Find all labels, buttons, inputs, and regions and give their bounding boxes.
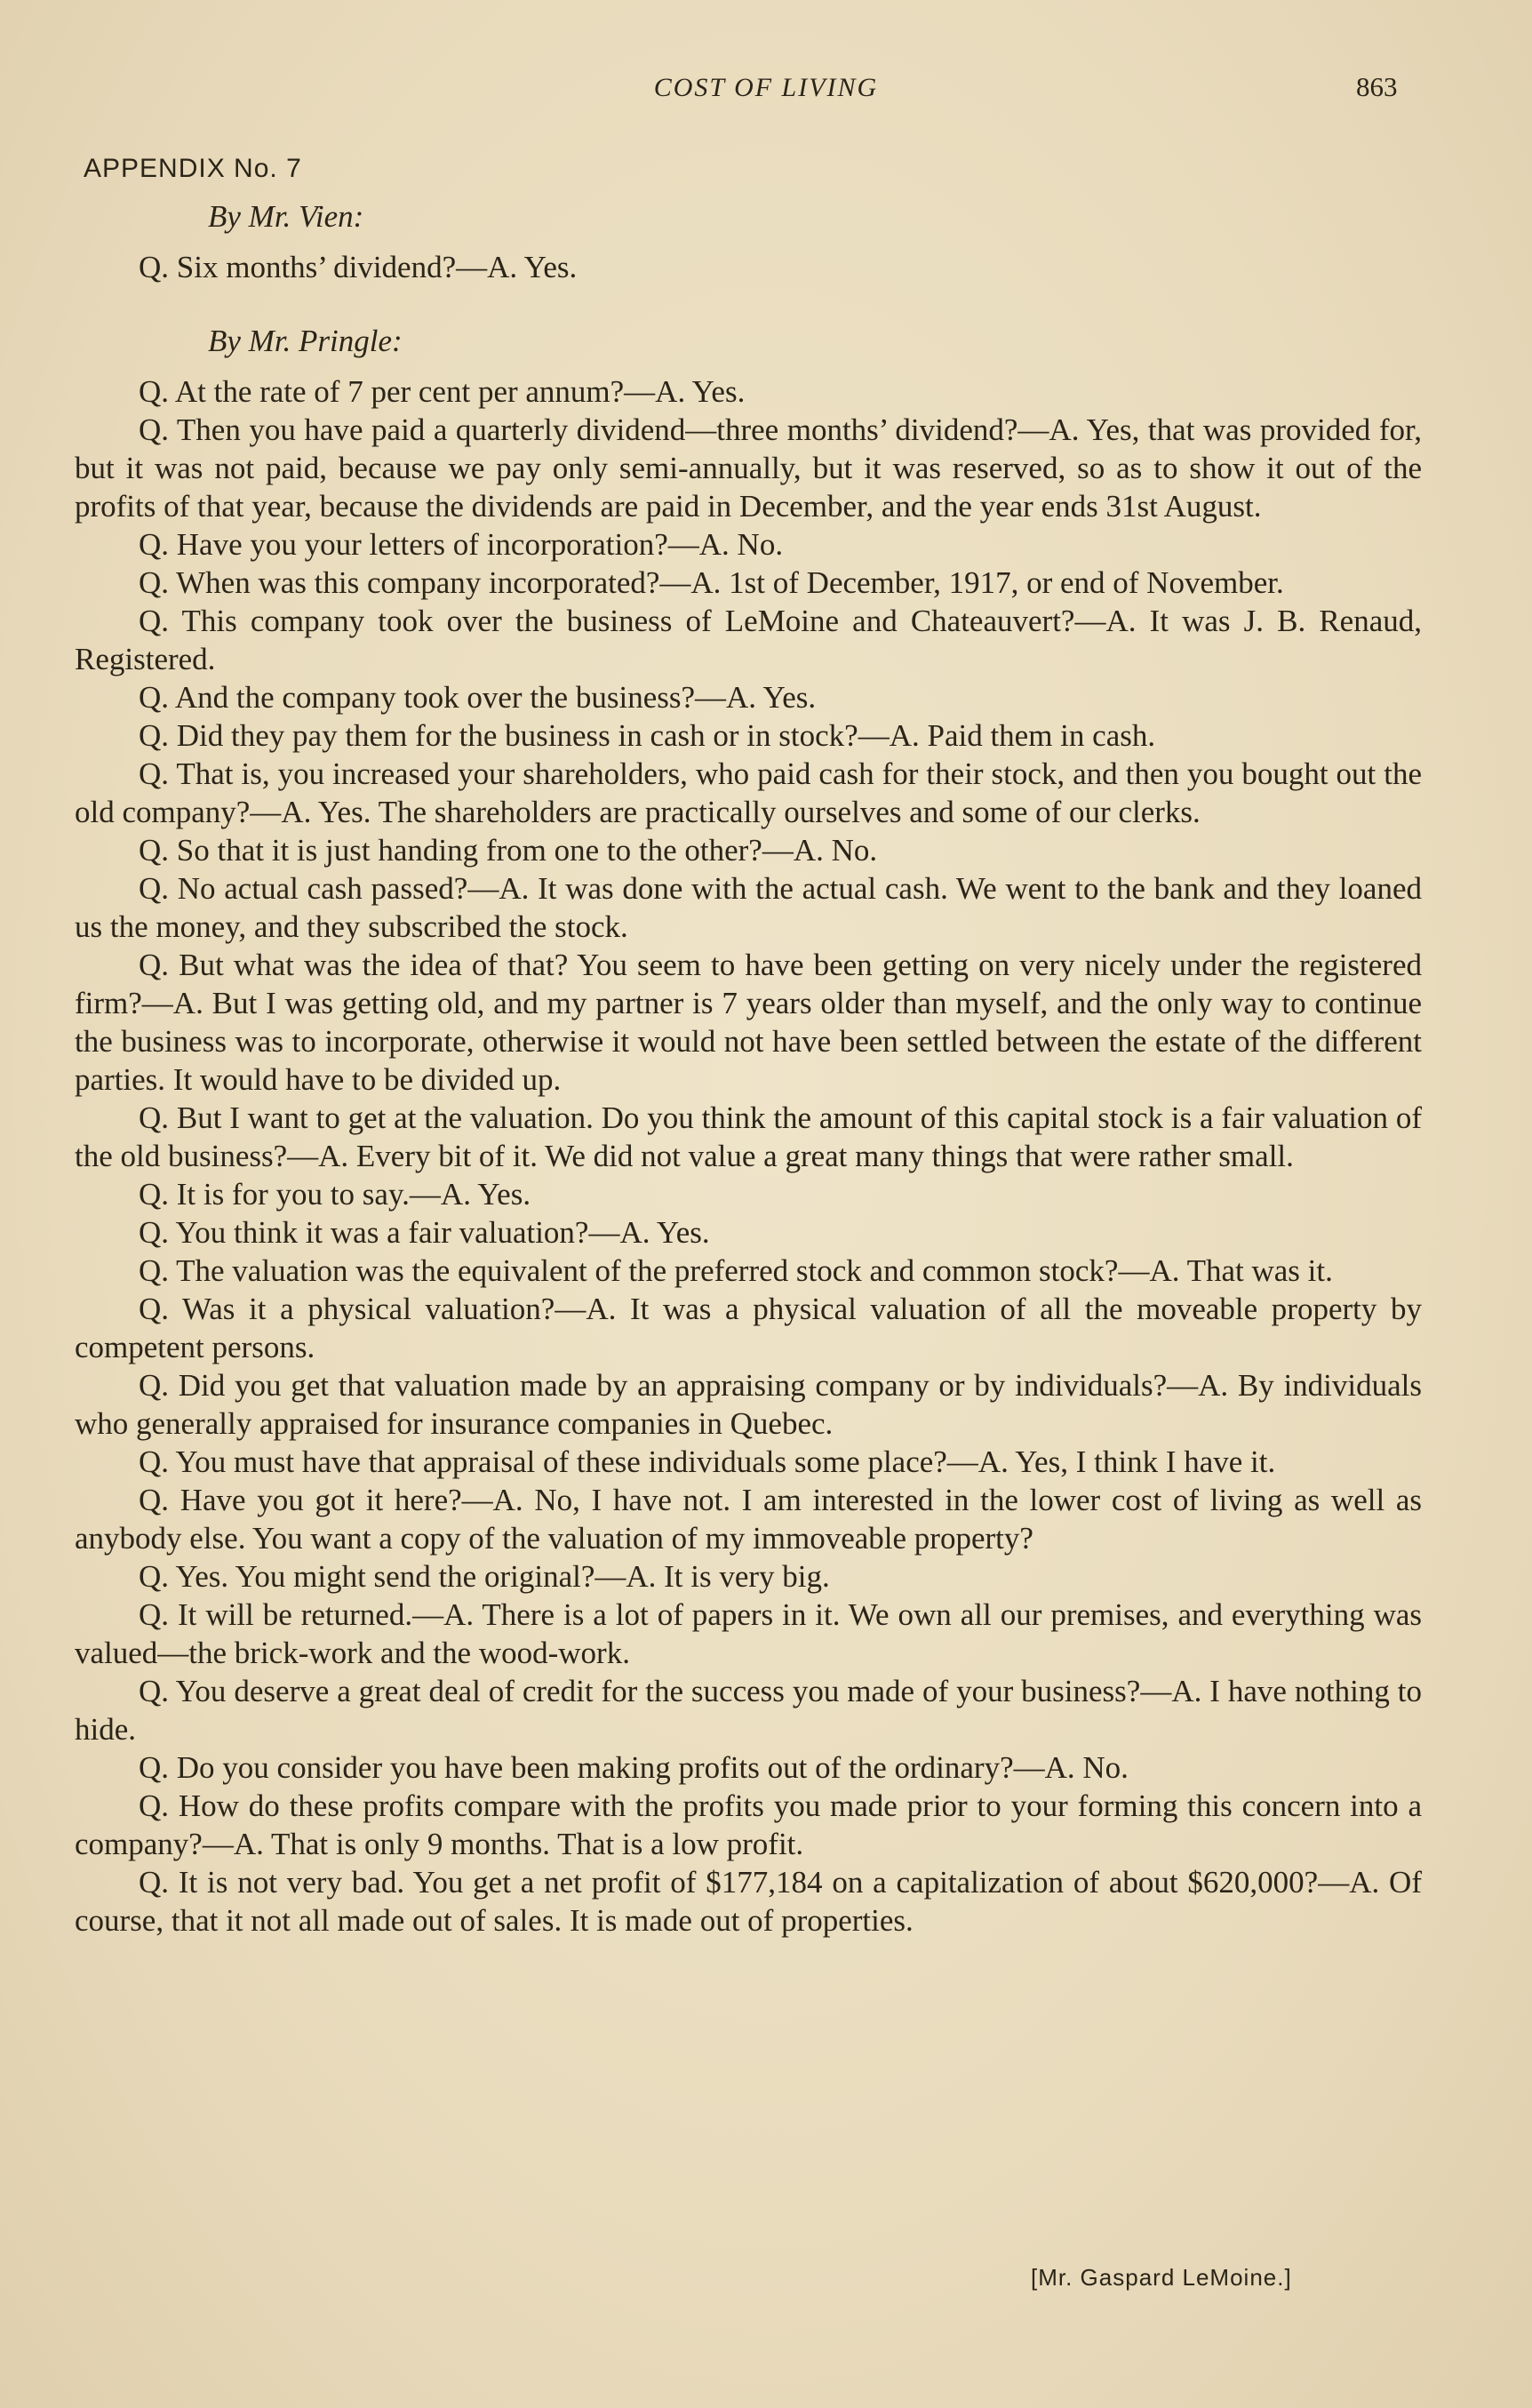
qa-paragraph: Q. Was it a physical valuation?—A. It was a physical valuation of all the moveable property by competent persons. <box>75 1292 1422 1364</box>
qa-paragraph: Q. This company took over the business of LeMoine and Chateauvert?—A. It was J. B. Renaud, Registered. <box>75 604 1422 676</box>
qa-paragraph: Q. Did they pay them for the business in cash or in stock?—A. Paid them in cash. <box>139 718 1156 753</box>
qa-paragraph: Q. No actual cash passed?—A. It was done with the actual cash. We went to the bank and they loaned us the money, and they subscribed the stock. <box>75 871 1422 944</box>
qa-paragraph: Q. You think it was a fair valuation?—A. Yes. <box>139 1215 710 1250</box>
qa-paragraph: Q. But I want to get at the valuation. Do you think the amount of this capital stock is a fair valuation of the old business?—A. Every bit of it. We did not value a great many things that were rather small. <box>75 1100 1422 1173</box>
qa-paragraph: Q. Six months’ dividend?—A. Yes. <box>139 250 578 284</box>
qa-paragraph: Q. The valuation was the equivalent of the preferred stock and common stock?—A. That was it. <box>139 1253 1333 1288</box>
qa-paragraph: Q. You deserve a great deal of credit for the success you made of your business?—A. I have nothing to hide. <box>75 1674 1422 1747</box>
qa-paragraph: Q. You must have that appraisal of these individuals some place?—A. Yes, I think I have it. <box>139 1444 1276 1479</box>
qa-paragraph: Q. Have you got it here?—A. No, I have not. I am interested in the lower cost of living as well as anybody else. You want a copy of the valuation of my immoveable property? <box>75 1483 1422 1556</box>
qa-paragraph: Q. And the company took over the business?—A. Yes. <box>139 680 817 715</box>
qa-paragraph: Q. Do you consider you have been making profits out of the ordinary?—A. No. <box>139 1750 1129 1785</box>
qa-paragraph: Q. It is not very bad. You get a net profit of $177,184 on a capitalization of about $620,000?—A. Of course, that it not all made out of sales. It is made out of properties. <box>75 1865 1422 1938</box>
qa-paragraph: Q. At the rate of 7 per cent per annum?—A. Yes. <box>139 374 746 409</box>
speaker-heading-pringle: By Mr. Pringle: <box>208 324 403 358</box>
qa-paragraph: Q. Have you your letters of incorporation?—A. No. <box>139 527 784 562</box>
running-title: COST OF LIVING <box>653 73 879 102</box>
testimony-body <box>75 197 1422 1940</box>
qa-paragraph: Q. Yes. You might send the original?—A. It is very big. <box>139 1559 830 1594</box>
witness-footer: [Mr. Gaspard LeMoine.] <box>1031 2264 1292 2291</box>
qa-paragraph: Q. It will be returned.—A. There is a lot of papers in it. We own all our premises, and everything was valued—the brick-work and the wood-work. <box>75 1597 1422 1670</box>
qa-paragraph: Q. Did you get that valuation made by an appraising company or by individuals?—A. By individuals who generally appraised for insurance companies in Quebec. <box>75 1368 1422 1441</box>
speaker-heading-vien: By Mr. Vien: <box>208 199 364 234</box>
qa-paragraph: Q. When was this company incorporated?—A. 1st of December, 1917, or end of November. <box>139 565 1284 600</box>
qa-paragraph: Q. So that it is just handing from one to the other?—A. No. <box>139 833 878 868</box>
qa-paragraph: Q. But what was the idea of that? You seem to have been getting on very nicely under the registered firm?—A. But I was getting old, and my partner is 7 years older than myself, and the only way to continue the business was to incorporate, otherwise it would not have been settled between the estate of the different parties. It would have to be divided up. <box>75 948 1422 1097</box>
page-number: 863 <box>1356 71 1398 102</box>
qa-paragraph: Q. Then you have paid a quarterly dividend—three months’ dividend?—A. Yes, that was provided for, but it was not paid, because we pay only semi-annually, but it was reserved, so as to show it out of the profits of that year, because the dividends are paid in December, and the year ends 31st August. <box>75 412 1422 524</box>
qa-paragraph: Q. That is, you increased your shareholders, who paid cash for their stock, and then you bought out the old company?—A. Yes. The shareholders are practically ourselves and some of our clerks. <box>75 756 1422 829</box>
appendix-label: APPENDIX No. 7 <box>84 154 302 183</box>
qa-paragraph: Q. It is for you to say.—A. Yes. <box>139 1177 531 1212</box>
qa-paragraph: Q. How do these profits compare with the profits you made prior to your forming this concern into a company?—A. That is only 9 months. That is a low profit. <box>75 1788 1422 1861</box>
